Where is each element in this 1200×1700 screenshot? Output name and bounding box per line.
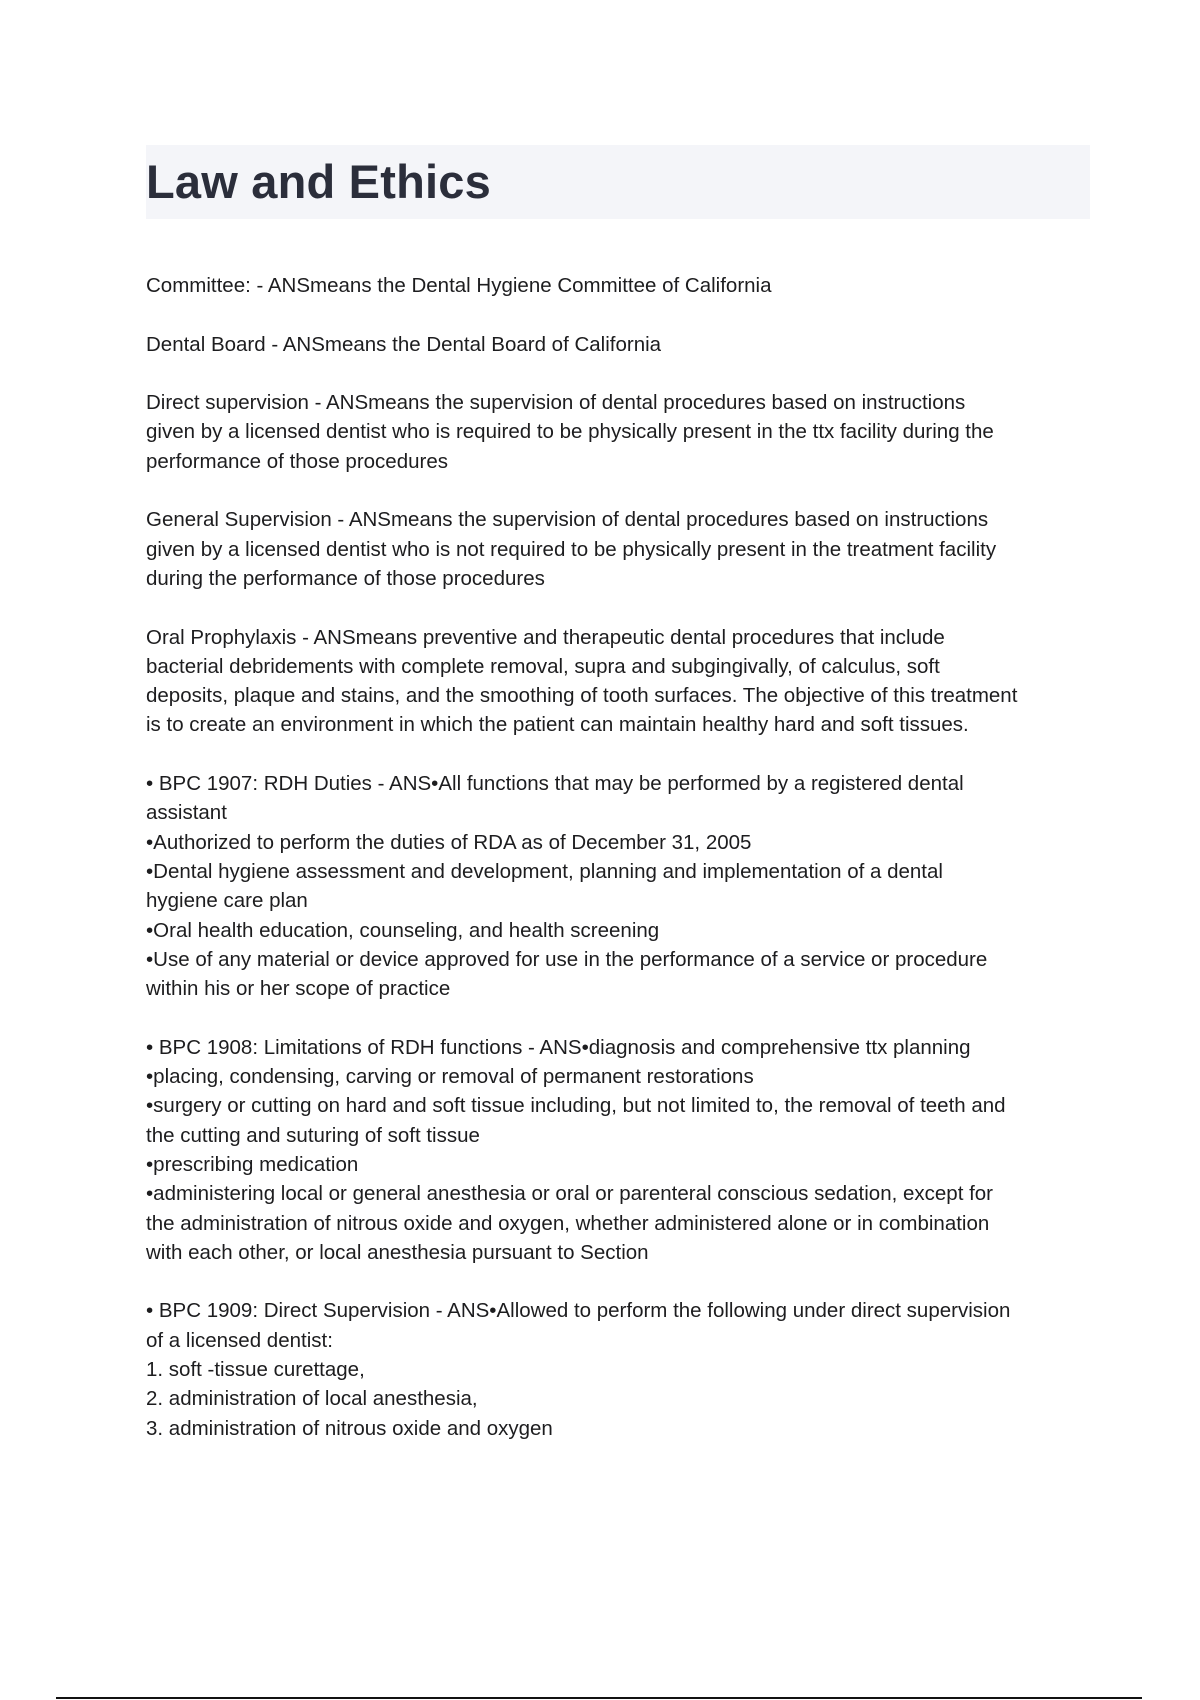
text-line: •prescribing medication	[146, 1152, 359, 1176]
text-line: •surgery or cutting on hard and soft tissue including, but not limited to, the removal of teeth and	[146, 1094, 1006, 1118]
text-line: 2. administration of local anesthesia,	[146, 1387, 478, 1411]
text-line: the cutting and suturing of soft tissue	[146, 1123, 480, 1147]
entry-bpc-1908	[146, 1033, 1094, 1267]
entry-bpc-1909	[146, 1296, 1094, 1442]
text-line: 3. administration of nitrous oxide and oxygen	[146, 1416, 553, 1440]
text-line: • BPC 1908: Limitations of RDH functions - ANS•diagnosis and comprehensive ttx planning	[146, 1035, 971, 1059]
entry-dental-board	[146, 330, 1094, 359]
text-line: assistant	[146, 801, 227, 825]
text-line: Dental Board - ANSmeans the Dental Board of California	[146, 332, 662, 356]
text-line: given by a licensed dentist who is not required to be physically present in the treatment facility	[146, 537, 997, 561]
text-line: the administration of nitrous oxide and oxygen, whether administered alone or in combination	[146, 1211, 990, 1235]
text-line: with each other, or local anesthesia pursuant to Section	[146, 1240, 649, 1264]
text-line: •administering local or general anesthesia or oral or parenteral conscious sedation, except for	[146, 1182, 994, 1206]
text-line: • BPC 1909: Direct Supervision - ANS•Allowed to perform the following under direct supervision	[146, 1299, 1011, 1323]
text-line: •placing, condensing, carving or removal of permanent restorations	[146, 1065, 754, 1089]
document-body	[146, 271, 1094, 1472]
text-line: •Authorized to perform the duties of RDA as of December 31, 2005	[146, 830, 752, 854]
text-line: during the performance of those procedures	[146, 566, 545, 590]
page-title: Law and Ethics	[146, 155, 491, 208]
text-line: within his or her scope of practice	[146, 977, 451, 1001]
text-line: of a licensed dentist:	[146, 1328, 333, 1352]
text-line: bacterial debridements with complete removal, supra and subgingivally, of calculus, soft	[146, 654, 940, 678]
text-line: deposits, plaque and stains, and the smoothing of tooth surfaces. The objective of this treatment	[146, 684, 1018, 708]
text-line: Direct supervision - ANSmeans the supervision of dental procedures based on instructions	[146, 391, 966, 415]
text-line: given by a licensed dentist who is required to be physically present in the ttx facility during the	[146, 420, 994, 444]
text-line: Oral Prophylaxis - ANSmeans preventive and therapeutic dental procedures that include	[146, 625, 945, 649]
entry-committee	[146, 271, 1094, 300]
entry-bpc-1907	[146, 769, 1094, 1003]
text-line: General Supervision - ANSmeans the supervision of dental procedures based on instructions	[146, 508, 989, 532]
text-line: Committee: - ANSmeans the Dental Hygiene Committee of California	[146, 274, 772, 297]
text-line: 1. soft -tissue curettage,	[146, 1357, 365, 1381]
entry-general-supervision	[146, 505, 1094, 593]
text-line: • BPC 1907: RDH Duties - ANS•All functions that may be performed by a registered dental	[146, 772, 964, 796]
text-line: •Dental hygiene assessment and development, planning and implementation of a dental	[146, 859, 943, 883]
text-line: performance of those procedures	[146, 449, 448, 473]
text-line: is to create an environment in which the patient can maintain healthy hard and soft tissues.	[146, 713, 969, 737]
text-line: •Oral health education, counseling, and health screening	[146, 918, 660, 942]
text-line: hygiene care plan	[146, 889, 308, 913]
footer-divider	[56, 1697, 1142, 1699]
text-line: •Use of any material or device approved for use in the performance of a service or procedure	[146, 947, 988, 971]
entry-oral-prophylaxis	[146, 623, 1094, 740]
entry-direct-supervision	[146, 388, 1094, 476]
